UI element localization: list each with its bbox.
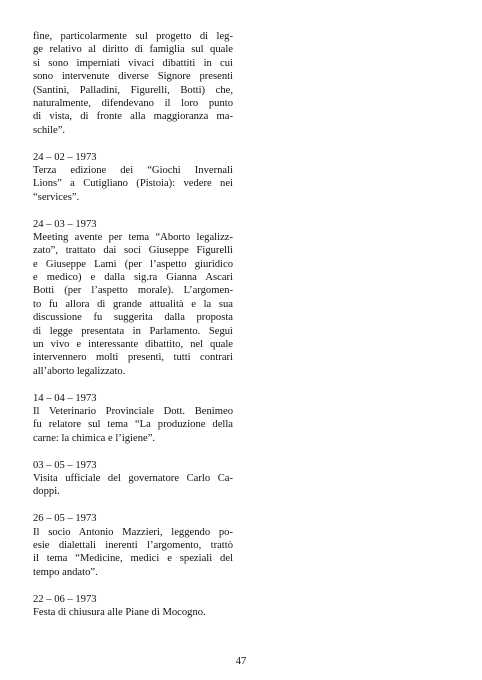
text-line: di legge presentata in Parlamento. Seguì — [33, 325, 233, 337]
text-line: schile”. — [33, 124, 66, 136]
text-line: si sono imperniati vivaci dibattiti in cui — [33, 57, 233, 69]
text-line: fu relatore sul tema “La produzione della — [33, 419, 233, 431]
entry-1973-05-03 — [33, 459, 233, 499]
text-line: Terza edizione dei “Giochi Invernali — [33, 164, 233, 176]
text-line: intervennero molti presenti, tutti contrari — [33, 352, 233, 364]
text-line: e medico) e dalla sig.ra Gianna Ascari — [33, 272, 233, 284]
text-line: il tema “Medicine, medici e speziali del — [33, 553, 233, 565]
text-line: doppi. — [33, 486, 60, 498]
entry-date: 22 – 06 – 1973 — [33, 593, 97, 605]
intro-paragraph — [33, 30, 233, 137]
text-line: fine, particolarmente sul progetto di leg- — [33, 31, 233, 42]
entry-1973-03-24 — [33, 218, 233, 379]
page-number: 47 — [235, 656, 247, 667]
text-line: Festa di chiusura alle Piane di Mocogno. — [33, 606, 206, 618]
text-line: Meeting avente per tema “Aborto legalizz- — [33, 231, 233, 243]
text-line: sono intervenute diverse Signore presenti — [33, 71, 233, 83]
text-line: Botti (per l’aspetto morale). L’argomen- — [33, 285, 233, 297]
text-line: naturalmente, difendevano il loro punto — [33, 97, 233, 109]
text-line: zato”, trattato dai soci Giuseppe Figurelli — [33, 245, 233, 257]
entry-1973-02-24 — [33, 151, 233, 205]
entry-1973-04-14 — [33, 392, 233, 446]
text-line: “services”. — [33, 191, 80, 203]
entry-date: 26 – 05 – 1973 — [33, 513, 97, 525]
text-line: carne: la chimica e l’igiene”. — [33, 432, 156, 444]
text-line: (Santini, Palladini, Figurelli, Botti) che, — [33, 84, 233, 96]
text-line: tempo andato”. — [33, 566, 98, 578]
text-line: Lions” a Cutigliano (Pistoia): vedere nei — [33, 178, 233, 190]
text-line: discussione fu suggerita dalla proposta — [33, 312, 233, 324]
entry-date: 24 – 03 – 1973 — [33, 218, 97, 230]
text-line: esie dialettali inerenti l’argomento, trattò — [33, 540, 233, 551]
text-line: ge relativo al diritto di famiglia sul quale — [33, 44, 233, 56]
text-line: di vista, di fronte alla maggioranza ma- — [33, 111, 233, 123]
text-line: un vivo e interessante dibattito, nel quale — [33, 339, 233, 351]
text-line: all’aborto legalizzato. — [33, 365, 126, 377]
text-line: Il socio Antonio Mazzieri, leggendo po- — [33, 526, 233, 538]
entry-1973-06-22 — [33, 593, 233, 620]
entry-date: 24 – 02 – 1973 — [33, 151, 97, 163]
text-line: to fu allora di grande attualità e la sua — [33, 298, 233, 310]
entry-date: 03 – 05 – 1973 — [33, 459, 97, 471]
text-column — [33, 30, 233, 619]
text-line: Il Veterinario Provinciale Dott. Benimeo — [33, 406, 233, 418]
text-line: e Giuseppe Lami (per l’aspetto giuridico — [33, 258, 233, 270]
entry-1973-05-26 — [33, 512, 233, 579]
text-line: Visita ufficiale del governatore Carlo Ca- — [33, 473, 233, 485]
entry-date: 14 – 04 – 1973 — [33, 392, 97, 404]
